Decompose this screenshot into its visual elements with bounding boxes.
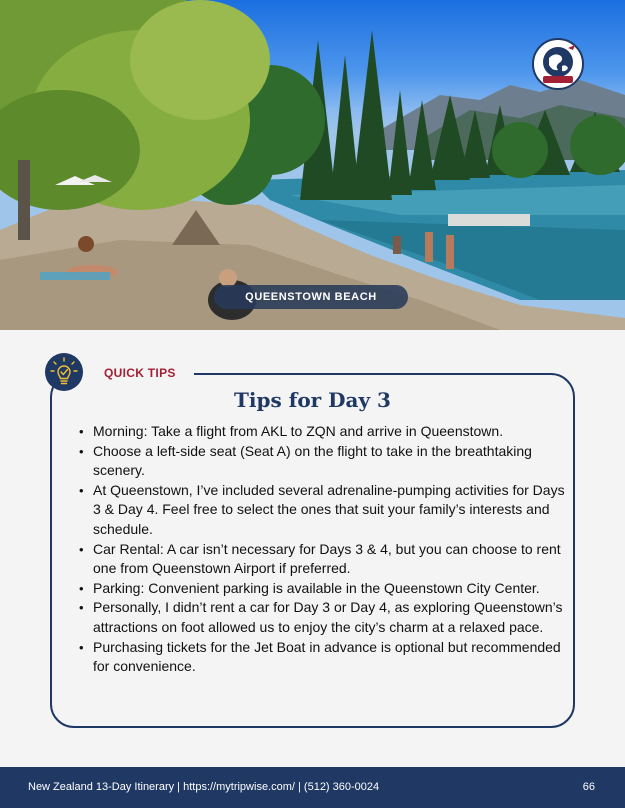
tripwise-logo[interactable] — [532, 38, 584, 90]
page-number: 66 — [582, 781, 595, 793]
tips-title: Tips for Day 3 — [234, 388, 391, 412]
tripwise-globe-logo — [532, 38, 584, 90]
quick-tips-label: QUICK TIPS — [104, 366, 176, 380]
tip-item: • Morning: Take a flight from AKL to ZQN and arrive in Queenstown. — [76, 422, 566, 442]
tip-item: • Purchasing tickets for the Jet Boat in advance is optional but recommended for convenience. — [76, 638, 566, 677]
tip-item: • Choose a left-side seat (Seat A) on the flight to take in the breathtaking scenery. — [76, 442, 566, 481]
page-footer — [0, 767, 625, 808]
hero-photo — [0, 0, 625, 330]
footer-contact-line[interactable]: New Zealand 13-Day Itinerary | https://mytripwise.com/ | (512) 360-0024 — [28, 781, 380, 793]
photo-caption: QUEENSTOWN BEACH — [214, 285, 408, 309]
quick-tips-badge — [45, 353, 83, 391]
tip-item: • Parking: Convenient parking is available in the Queenstown City Center. — [76, 579, 566, 599]
tip-item: • Car Rental: A car isn’t necessary for Days 3 & 4, but you can choose to rent one from Queenstown Airport if preferred. — [76, 540, 566, 579]
tip-item: • Personally, I didn’t rent a car for Day 3 or Day 4, as exploring Queenstown’s attractions on foot allowed us to enjoy the city’s charm at a relaxed pace. — [76, 598, 566, 637]
tips-list — [76, 422, 566, 677]
tip-item: • At Queenstown, I’ve included several adrenaline-pumping activities for Days 3 & Day 4. Feel free to select the ones that suit your family’s interests and schedule. — [76, 481, 566, 540]
lightbulb-check-icon — [45, 353, 83, 391]
